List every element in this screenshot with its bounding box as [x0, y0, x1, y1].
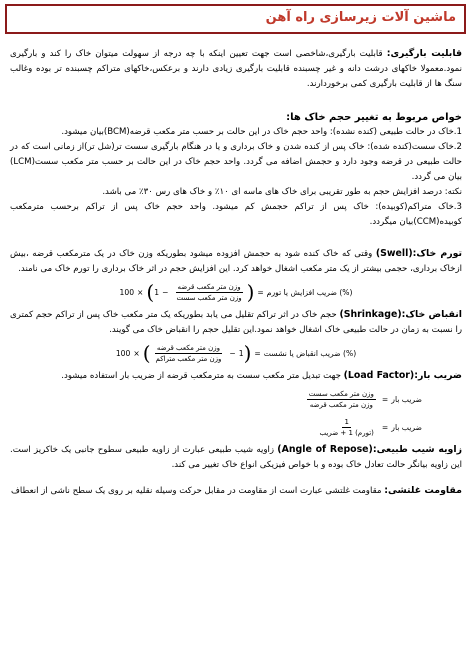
rolling-resistance-term: مقاومت غلتشی:	[384, 485, 462, 496]
shrinkage-formula: (%) ضریب انقباض یا نشست = ( 1 − $\frac{\text{وزن متر مکعب قرضه}}{\text{وزن متر مکعب متراکم}}$ ) × 100	[115, 341, 357, 365]
swell-fraction-num: وزن متر مکعب قرضه	[177, 282, 241, 291]
swell-paragraph	[10, 246, 462, 277]
load-factor-f2-fraction	[318, 417, 376, 438]
swell-text: وقتی که خاک کنده شود به حجمش افزوده میشود بطوریکه وزن خاک در یک مترمکعب قرضه ،بیش ازخاک برداری، حجمی بیشتر از یک متر مکعب اشغال خواهد کرد. این افزایش حجم در اثر خاک برداری را تورم خاک می نامند.	[10, 249, 462, 274]
load-factor-f1-num: وزن متر مکعب سست	[308, 389, 374, 398]
shrinkage-fraction-den: وزن متر مکعب متراکم	[155, 354, 222, 363]
shrinkage-times-100: 100	[115, 348, 131, 358]
header-title: ماشین آلات زیرسازی راه آهن	[265, 10, 456, 25]
angle-of-repose-term-en: (Angle of Repose)	[277, 444, 373, 455]
load-factor-formula-2: ضریب بار = $\frac{1}{\text{(تورم) 1 + ضریب}}$	[319, 417, 422, 437]
shrinkage-paragraph	[10, 307, 462, 338]
loadability-paragraph	[10, 46, 462, 92]
shrinkage-text: حجم خاک در اثر تراکم تقلیل می یابد بطوریکه یک متر مکعب خاک پس از تراکم حجم کمتری را نسبت به زمان در حالت طبیعی خاک اشغال خواهد نمود.این تقلیل حجم را انقباض خاک می گویند.	[10, 310, 462, 335]
load-factor-f2-label: ضریب بار	[391, 422, 422, 432]
swell-fraction	[174, 282, 243, 303]
load-factor-f1-fraction	[307, 389, 376, 410]
swell-term: تورم خاک:	[412, 248, 462, 259]
loadability-text: قابلیت بارگیری،شاخصی است جهت تعیین اینکه با چه درجه از سهولت میتوان خاک را کند و بارگیری نمود.معمولا خاکهای درشت دانه و غیر چسبنده قابلیت بارگیری زیادی دارند و برعکس،خاکهای متراکم چسبنده تر بوده وغالب سنگ ها از قابلیت بارگیری کمی برخوردارند.	[10, 49, 462, 89]
volume-change-heading: خواص مربوط به تغییر حجم خاک ها:	[286, 112, 462, 123]
angle-of-repose-term: زاویه شیب طبیعی:	[372, 444, 462, 455]
swell-minus-one: 1	[154, 287, 160, 297]
load-factor-paragraph	[10, 368, 462, 384]
shrinkage-one: 1	[238, 348, 244, 358]
shrinkage-formula-label: (%) ضریب انقباض یا نشست	[263, 348, 357, 358]
shrinkage-fraction	[154, 343, 224, 364]
swell-times-100: 100	[119, 287, 135, 297]
load-factor-f1-den: وزن متر مکعب قرضه	[309, 400, 373, 409]
page-header	[5, 4, 466, 34]
compacted-soil-item: 3.خاک متراکم(کوبیده): خاک پس از تراکم حجمش کم میشود. واحد حجم خاک پس از تراکم برحسب مترمکعب کوبیده(CCM)بیان میگردد.	[10, 202, 462, 227]
load-factor-f2-num: 1	[344, 417, 349, 426]
shrinkage-term: انقباض خاک:	[401, 309, 462, 320]
loose-soil-item: 2.خاک سست(کنده شده): خاک پس از کنده شدن و خاک برداری و یا در هنگام بارگیری سست تر(شل تر)از زمانی است که در حالت طبیعی در قرضه وجود دارد و حجمش اضافه می گردد. واحد حجم خاک در این حالت بر حسب متر مکعب سست(LCM) بیان می گردد.	[10, 142, 462, 182]
loadability-term: قابلیت بارگیری:	[386, 48, 462, 59]
load-factor-term: ضریب بار:	[414, 370, 462, 381]
load-factor-text: جهت تبدیل متر مکعب سست به مترمکعب قرضه از ضریب بار استفاده میشود.	[61, 371, 344, 381]
rolling-resistance-text: مقاومت غلتشی عبارت است از مقاومت در مقابل حرکت وسیله نقلیه بر روی یک سطح ناشی از انعطاف	[11, 486, 385, 496]
rolling-resistance-paragraph	[10, 483, 462, 499]
swell-term-en: (Swell)	[375, 248, 413, 259]
shrinkage-term-en: (Shrinkage)	[339, 309, 402, 320]
angle-of-repose-text: زاویه شیب طبیعی عبارت از زاویه طبیعی سطوح جانبی یک خاکریز است. این زاویه بیانگر حالت تعادل خاک بوده و با خواص فیزیکی انواع خاک تغییر می کند.	[10, 445, 462, 470]
load-factor-term-en: (Load Factor)	[343, 370, 415, 381]
load-factor-formula-1: ضریب بار = $\frac{\text{وزن متر مکعب سست}}{\text{وزن متر مکعب قرضه}}$	[308, 389, 422, 409]
swell-formula: (%) ضریب افزایش یا تورم = ( $\frac{\text{وزن متر مکعب قرضه}}{\text{وزن متر مکعب سست}}$ − 1 ) × 100	[119, 280, 353, 304]
swell-formula-label: (%) ضریب افزایش یا تورم	[266, 287, 353, 297]
natural-soil-item: 1.خاک در حالت طبیعی (کنده نشده): واحد حجم خاک در این حالت بر حسب متر مکعب قرضه(BCM)بیان میشود.	[61, 127, 462, 137]
load-factor-f1-label: ضریب بار	[391, 394, 422, 404]
angle-of-repose-paragraph	[10, 442, 462, 473]
shrinkage-fraction-num: وزن متر مکعب قرضه	[156, 343, 220, 352]
swell-fraction-den: وزن متر مکعب سست	[176, 293, 242, 302]
load-factor-f2-den: (تورم) 1 + ضریب	[319, 428, 374, 437]
volume-increase-note: نکته: درصد افزایش حجم به طور تقریبی برای خاک های ماسه ای ۱۰٪ و خاک های رس ۳۰٪ می باشد.	[102, 187, 462, 197]
document-body	[10, 40, 462, 499]
